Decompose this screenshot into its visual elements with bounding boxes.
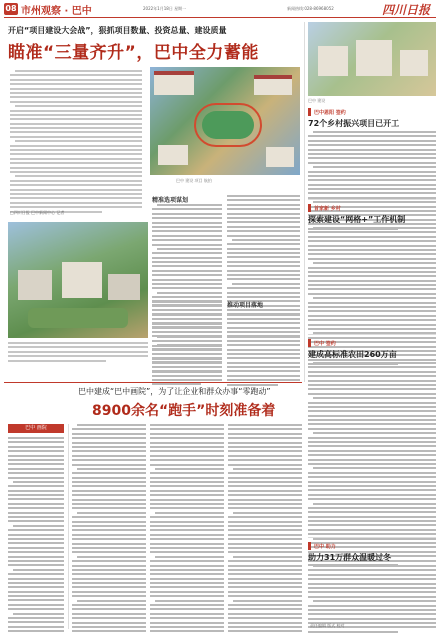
bottom-kicker: 巴中建成“巴中画院”，为了让企业和群众办事“零跑动” <box>78 387 271 396</box>
lead-photo <box>150 67 300 175</box>
right-photo-caption: 巴中 建设 <box>308 98 326 103</box>
brief-rule-4 <box>308 537 436 538</box>
lead-body-col-2b <box>152 300 222 388</box>
bottom-panel-body <box>8 437 64 635</box>
brief-headline-4: 助力31万群众温暖过冬 <box>308 553 392 562</box>
lead-lede <box>10 70 142 215</box>
page-number-badge: 08 <box>5 4 17 13</box>
page-credits: 责任编辑 版式 校对 <box>310 623 345 628</box>
bottom-panel-divider <box>68 424 69 629</box>
section-title: 市州观察 · 巴中 <box>21 6 92 17</box>
bottom-body-col-1 <box>72 424 146 635</box>
brief-rule-3 <box>308 334 436 335</box>
brief-headline-3: 建成高标准农田260万亩 <box>308 350 397 359</box>
brief-marker-2 <box>308 204 311 212</box>
news-hotline: 新闻热线:028-86968052 <box>287 6 334 11</box>
industry-photo <box>8 222 148 338</box>
lead-photo-caption: 巴中 建设 项目 航拍 <box>176 178 212 183</box>
brief-marker-4 <box>308 542 311 550</box>
header-rule <box>4 17 436 18</box>
right-photo <box>308 22 436 96</box>
lead-headline: 瞄准“三量齐升”，巴中全力蓄能 <box>8 43 259 63</box>
lead-kicker: 开启“项目建设大会战”，狠抓项目数量、投资总量、建设质量 <box>8 26 227 35</box>
brief-rule-2 <box>308 199 436 200</box>
brief-label-2: 首家新 乡村 <box>314 206 341 212</box>
issue-date: 2022年1月18日 星期一 <box>143 6 187 11</box>
bottom-body-col-2 <box>150 424 224 635</box>
bottom-headline: 8900余名“跑手”时刻准备着 <box>92 403 276 419</box>
lead-body-col-3b <box>227 309 300 388</box>
bottom-body-col-3 <box>228 424 302 635</box>
bottom-panel-title: 巴中 画院 <box>8 424 64 433</box>
brief-label-1: 巴中恩阳 签约 <box>314 110 346 116</box>
bottom-story-rule <box>4 382 302 383</box>
newspaper-brand: 四川日报 <box>382 3 431 17</box>
brief-headline-1: 72个乡村振兴项目已开工 <box>308 119 400 128</box>
brief-headline-2: 探索建设“网格+”工作机制 <box>308 215 406 224</box>
brief-marker-1 <box>308 108 311 116</box>
lead-byline: □四川日报 巴中新闻中心 记者 <box>10 210 65 215</box>
lead-subhead-2: 推动项目落地 <box>227 302 264 309</box>
column-divider <box>304 22 305 382</box>
industry-photo-caption <box>8 342 148 364</box>
lead-subhead-1: 精准选项谋划 <box>152 197 189 204</box>
brief-label-4: 巴中 助力 <box>314 544 336 550</box>
brief-marker-3 <box>308 339 311 347</box>
brief-label-3: 巴中 签约 <box>314 341 336 347</box>
